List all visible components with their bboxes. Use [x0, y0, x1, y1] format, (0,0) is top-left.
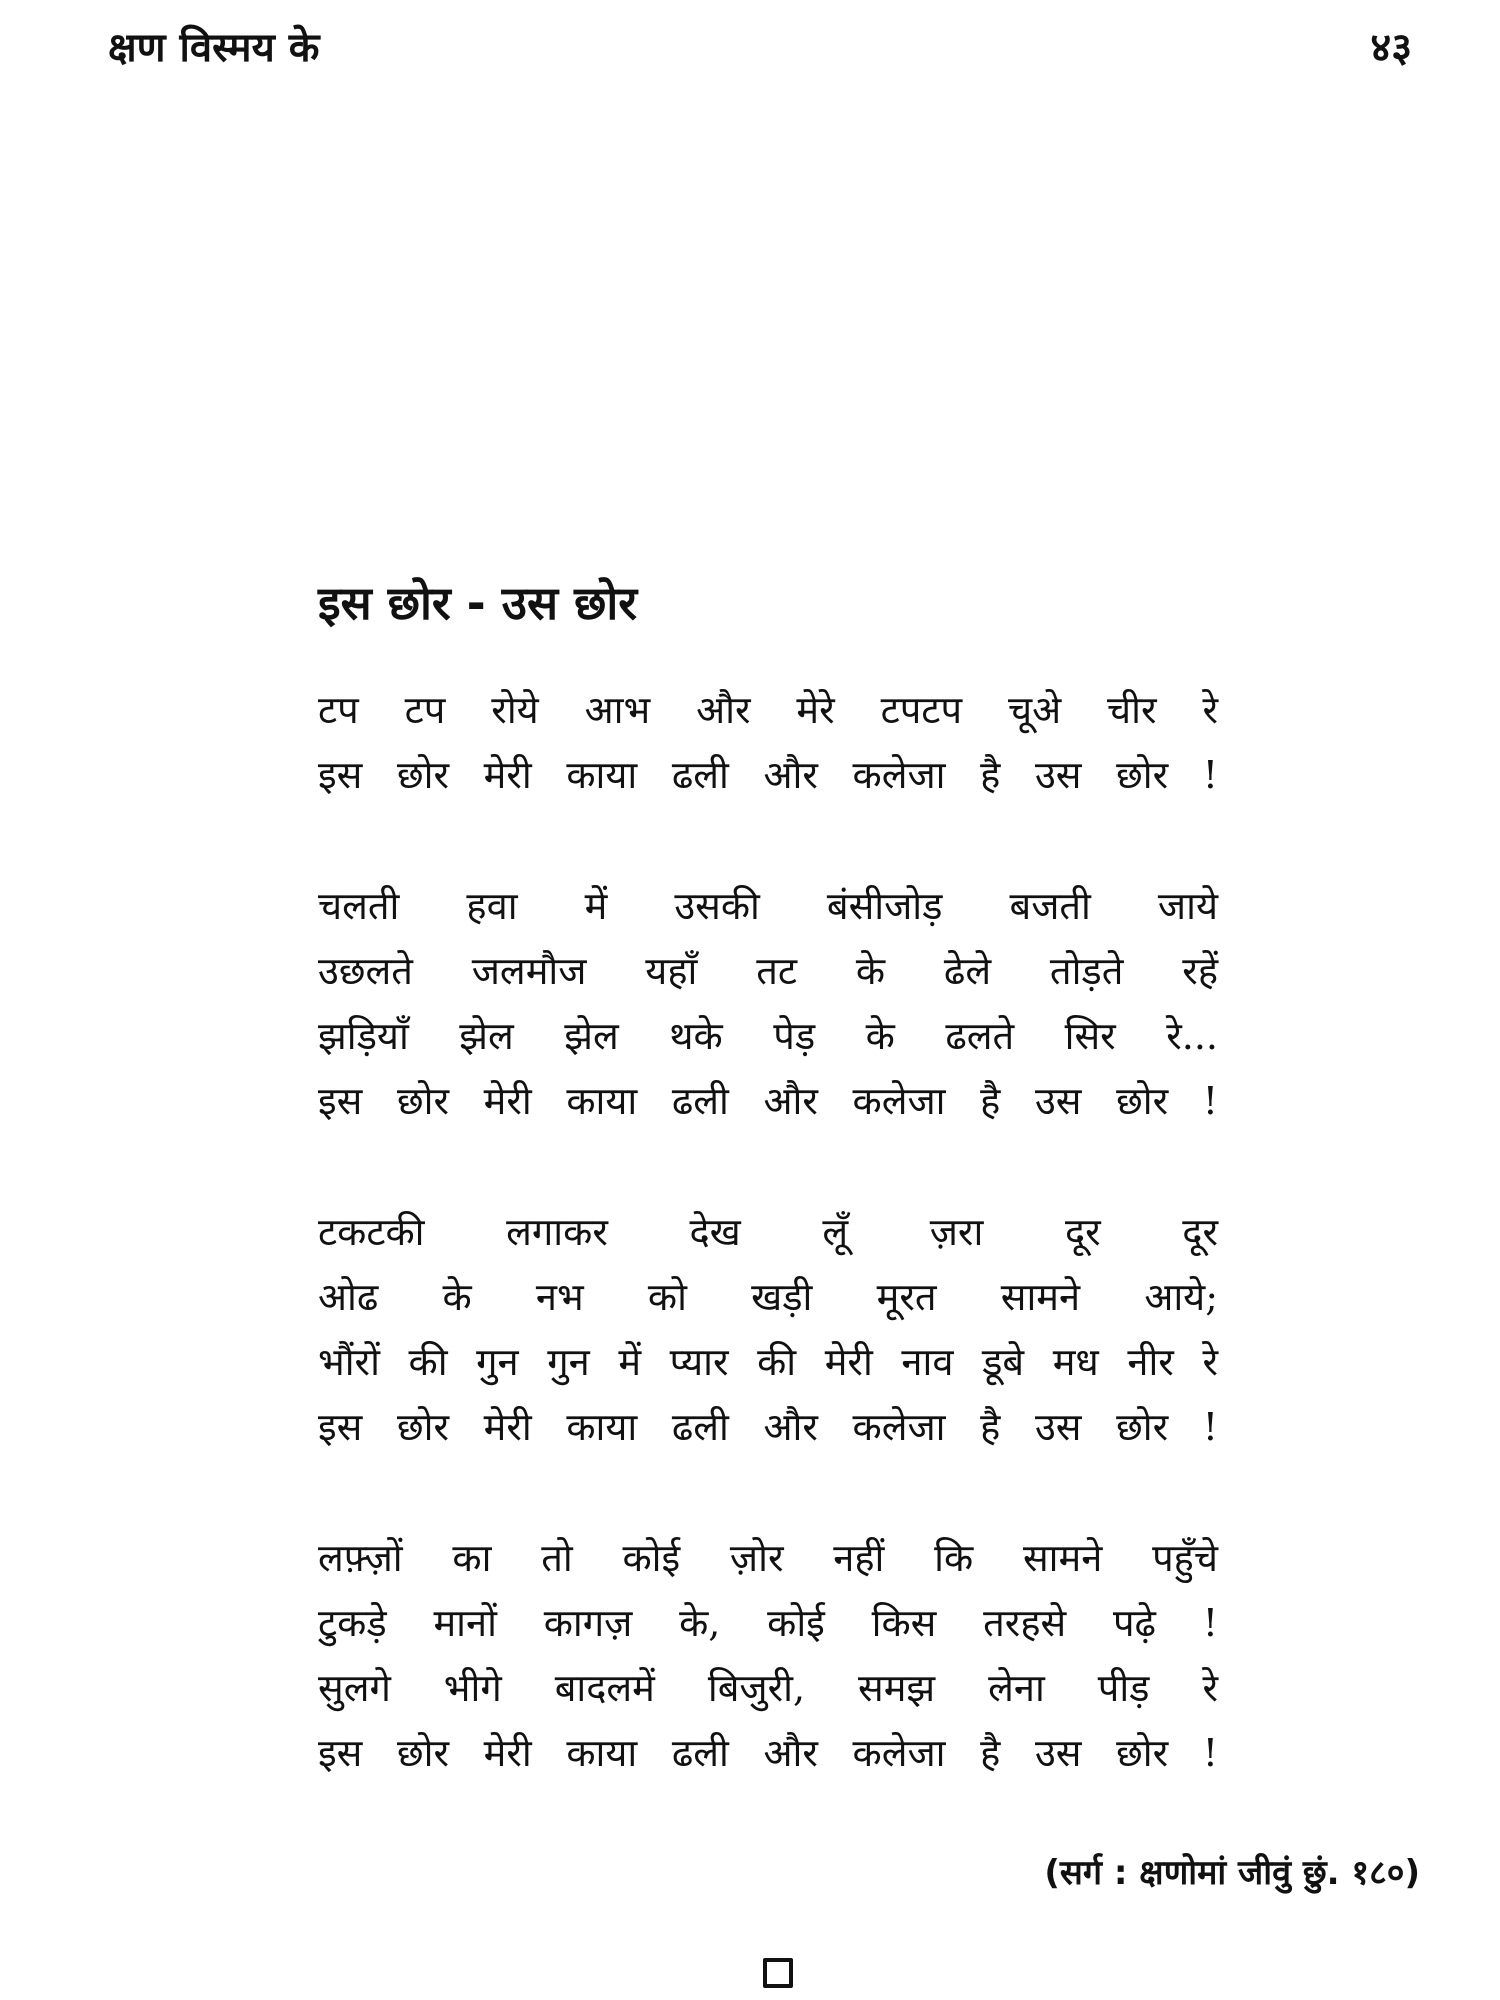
source-citation: (सर्ग : क्षणोमां जीवुं छुं. १८०)	[1044, 1853, 1420, 1893]
verse-line: टप टप रोये आभ और मेरे टपटप चूअे चीर रे	[318, 688, 1218, 732]
stanza-1	[318, 678, 1218, 808]
verse-line: टकटकी लगाकर देख लूँ ज़रा दूर दूर	[318, 1210, 1218, 1254]
verse-line: ओढ के नभ को खड़ी मूरत सामने आये;	[318, 1275, 1218, 1319]
verse-line: लफ़्ज़ों का तो कोई ज़ोर नहीं कि सामने पहुँचे	[318, 1536, 1218, 1580]
end-of-page-square-icon	[763, 1958, 793, 1988]
stanza-4	[318, 1526, 1218, 1786]
poem-title: इस छोर - उस छोर	[318, 576, 638, 630]
verse-line: इस छोर मेरी काया ढली और कलेजा है उस छोर !	[318, 753, 1218, 797]
verse-line: झड़ियाँ झेल झेल थके पेड़ के ढलते सिर रे...	[318, 1014, 1218, 1058]
verse-line: इस छोर मेरी काया ढली और कलेजा है उस छोर !	[318, 1731, 1218, 1775]
verse-line: सुलगे भीगे बादलमें बिजुरी, समझ लेना पीड़ रे	[318, 1666, 1218, 1710]
stanza-3	[318, 1200, 1218, 1460]
poem	[318, 568, 1218, 1786]
stanza-2	[318, 874, 1218, 1134]
verse-line: इस छोर मेरी काया ढली और कलेजा है उस छोर !	[318, 1079, 1218, 1123]
verse-line: इस छोर मेरी काया ढली और कलेजा है उस छोर !	[318, 1405, 1218, 1449]
verse-line: टुकड़े मानों कागज़ के, कोई किस तरहसे पढ़े !	[318, 1601, 1218, 1645]
page-number: ४३	[1370, 25, 1412, 71]
verse-line: भौंरों की गुन गुन में प्यार की मेरी नाव डूबे मध नीर रे	[318, 1340, 1218, 1384]
running-header-title: क्षण विस्मय के	[108, 25, 320, 71]
verse-line: उछलते जलमौज यहाँ तट के ढेले तोड़ते रहें	[318, 949, 1218, 993]
verse-line: चलती हवा में उसकी बंसीजोड़ बजती जाये	[318, 884, 1218, 928]
